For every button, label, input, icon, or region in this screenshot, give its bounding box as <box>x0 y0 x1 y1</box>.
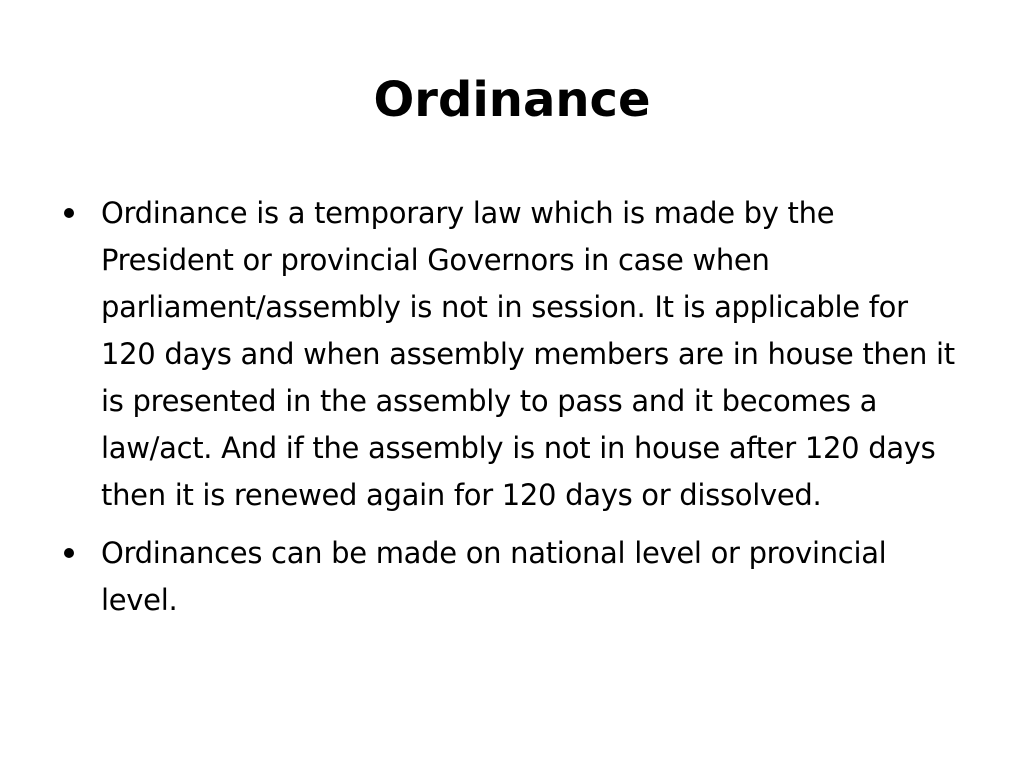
bullet-item <box>64 530 964 624</box>
bullet-text: Ordinances can be made on national level or provincial level. <box>101 536 887 617</box>
bullet-point-icon <box>64 548 74 558</box>
bullet-item <box>64 190 964 519</box>
bullet-point-icon <box>64 208 74 218</box>
bullet-list <box>64 190 964 635</box>
bullet-text: Ordinance is a temporary law which is made by the President or provincial Governors in case when parliament/assembly is not in session. It is applicable for 120 days and when assembly members are in house then it is presented in the assembly to pass and it becomes a law/act. And if the assembly is not in house after 120 days then it is renewed again for 120 days or dissolved. <box>101 196 955 512</box>
slide-title: Ordinance <box>373 72 651 128</box>
